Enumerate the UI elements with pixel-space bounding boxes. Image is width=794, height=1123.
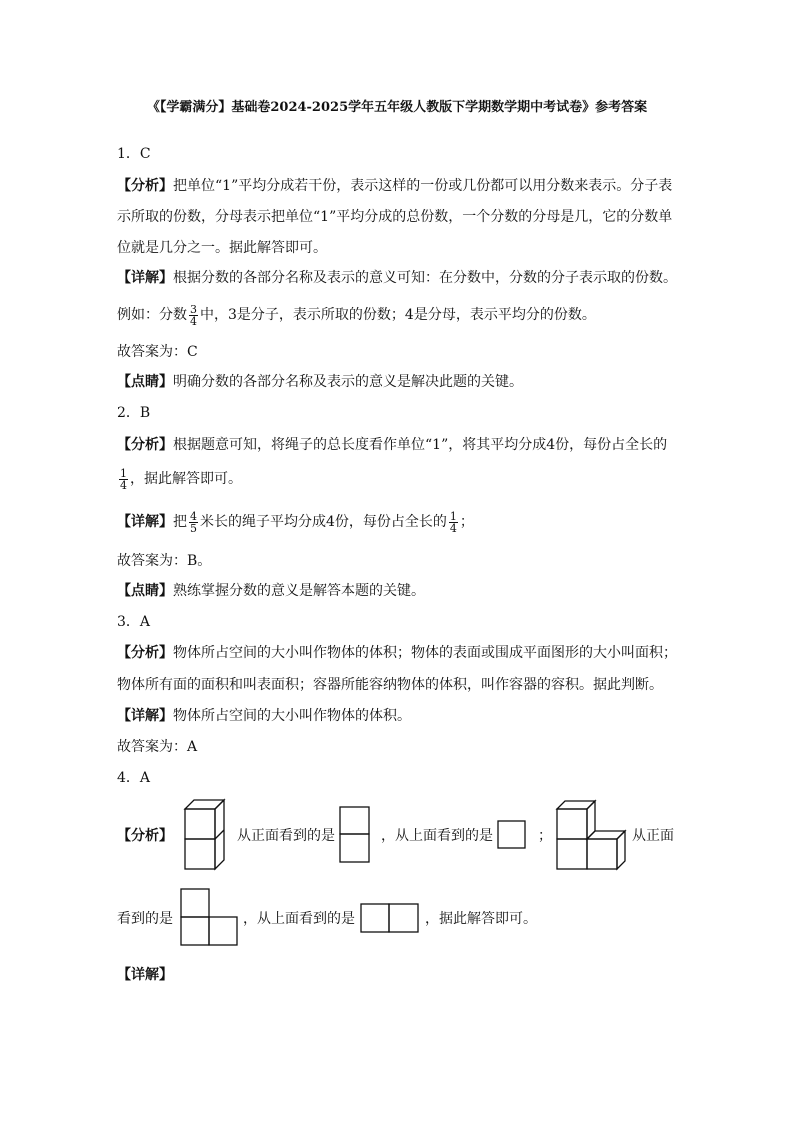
- cube-side-upper: [587, 801, 595, 839]
- cube-front-top: [185, 809, 215, 839]
- fraction-denominator: 4: [120, 478, 127, 492]
- q4-text3: ；: [538, 828, 552, 844]
- front-view-figure-2: [180, 888, 240, 948]
- q2-answer: 故答案为：B。: [117, 553, 212, 569]
- cube-top-face: [185, 800, 224, 809]
- q1-analysis-line1: [117, 176, 672, 196]
- square-right: [389, 904, 418, 932]
- two-stacked-cubes-figure: [184, 799, 226, 871]
- q1-detail-line1: [117, 268, 677, 288]
- q1-point-text: 明确分数的各部分名称及表示的意义是解决此题的关键。: [173, 374, 523, 390]
- q3-detail-line: [117, 706, 411, 726]
- fraction-4-5: [189, 511, 198, 534]
- cube-bottom-right-front: [587, 839, 617, 869]
- fraction-numerator: 4: [190, 509, 197, 523]
- q1-analysis-line2: 示所取的份数，分母表示把单位“1”平均分成的总份数，一个分数的分母是几，它的分数单: [117, 209, 673, 225]
- q1-analysis-text1: 把单位“1”平均分成若干份，表示这样的一份或几份都可以用分数来表示。分子表: [173, 178, 673, 194]
- square: [498, 821, 525, 848]
- q2-number: 2．B: [117, 405, 151, 421]
- q4-text5: 看到的是: [117, 911, 173, 927]
- q2-analysis-line2: [117, 464, 242, 494]
- analysis-tag: 【分析】: [117, 437, 173, 453]
- q1-analysis-line3: 位就是几分之一。据此解答即可。: [117, 240, 327, 256]
- q2-detail-text-b: 米长的绳子平均分成4份，每份占全长的: [200, 514, 447, 530]
- cube-bottom-left-front: [557, 839, 587, 869]
- cube-top-left-front: [557, 809, 587, 839]
- q4-text4: 从正面: [632, 828, 674, 844]
- q1-detail-text1: 根据分数的各部分名称及表示的意义可知：在分数中，分数的分子表示取的份数。: [173, 270, 677, 286]
- fraction-numerator: 1: [120, 466, 127, 480]
- analysis-tag: 【分析】: [117, 828, 173, 844]
- q3-number: 3．A: [117, 614, 151, 630]
- fraction-numerator: 3: [190, 302, 197, 316]
- square-bottom: [340, 834, 369, 862]
- top-view-figure-2: [360, 903, 420, 934]
- analysis-tag: 【分析】: [117, 645, 173, 661]
- q2-detail-text-a: 把: [173, 514, 187, 530]
- cube-front-bottom: [185, 839, 215, 869]
- fraction-1-4: [119, 468, 128, 491]
- analysis-tag: 【分析】: [117, 178, 173, 194]
- q3-detail-text: 物体所占空间的大小叫作物体的体积。: [173, 708, 411, 724]
- square-top: [340, 807, 369, 834]
- q2-analysis-text2: ，据此解答即可。: [130, 471, 242, 487]
- q3-analysis-text1: 物体所占空间的大小叫作物体的体积；物体的表面或围成平面图形的大小叫面积；: [173, 645, 677, 661]
- cube-top-face-right: [587, 831, 625, 839]
- q1-point-line: [117, 372, 523, 392]
- q4-text6: ，从上面看到的是: [243, 911, 355, 927]
- fraction-numerator: 1: [449, 509, 457, 523]
- q3-analysis-line1: [117, 643, 677, 663]
- q4-text2: ，从上面看到的是: [381, 828, 493, 844]
- q4-number: 4．A: [117, 770, 151, 786]
- fraction-3-4: [189, 304, 198, 327]
- three-cubes-l-figure: [556, 800, 628, 870]
- q2-point-line: [117, 581, 425, 601]
- cube-top-face: [557, 801, 595, 809]
- q2-analysis-line1: [117, 435, 667, 455]
- q1-detail-text2a: 例如：分数: [117, 307, 187, 323]
- q1-answer: 故答案为：C: [117, 344, 198, 360]
- square-top-left: [181, 889, 209, 917]
- square-bottom-right: [209, 917, 237, 945]
- q1-number: 1．C: [117, 146, 151, 162]
- q2-detail-text-c: ；: [459, 514, 474, 530]
- cube-side-right: [617, 831, 625, 869]
- detail-tag: 【详解】: [117, 708, 173, 724]
- point-tag: 【点睛】: [117, 374, 173, 390]
- front-view-figure-1: [339, 806, 371, 864]
- fraction-denominator: 5: [190, 521, 197, 535]
- q2-point-text: 熟练掌握分数的意义是解答本题的关键。: [173, 583, 425, 599]
- q4-text7: ，据此解答即可。: [425, 911, 537, 927]
- point-tag: 【点睛】: [117, 583, 173, 599]
- q2-detail-line: [117, 507, 474, 537]
- detail-tag: 【详解】: [117, 967, 173, 983]
- q3-analysis-line2: 物体所有面的面积和叫表面积；容器所能容纳物体的体积，叫作容器的容积。据此判断。: [117, 677, 663, 693]
- q2-analysis-text1: 根据题意可知，将绳子的总长度看作单位“1”，将其平均分成4份，每份占全长的: [173, 437, 668, 453]
- square-left: [361, 904, 389, 932]
- detail-tag: 【详解】: [117, 270, 173, 286]
- page-title: 《【学霸满分】基础卷2024-2025学年五年级人教版下学期数学期中考试卷》参考答案: [146, 100, 648, 115]
- fraction-denominator: 4: [449, 521, 457, 535]
- q3-answer: 故答案为：A: [117, 739, 198, 755]
- detail-tag: 【详解】: [117, 514, 173, 530]
- top-view-figure-1: [497, 820, 527, 850]
- square-bottom-left: [181, 917, 209, 945]
- q1-detail-line2: [117, 300, 596, 330]
- cube-side-edge: [215, 830, 224, 839]
- q1-detail-text2b: 中，3是分子，表示所取的份数；4是分母，表示平均分的份数。: [200, 307, 596, 323]
- fraction-denominator: 4: [190, 314, 197, 328]
- q4-text1: 从正面看到的是: [237, 828, 335, 844]
- fraction-1-4-b: [449, 511, 458, 534]
